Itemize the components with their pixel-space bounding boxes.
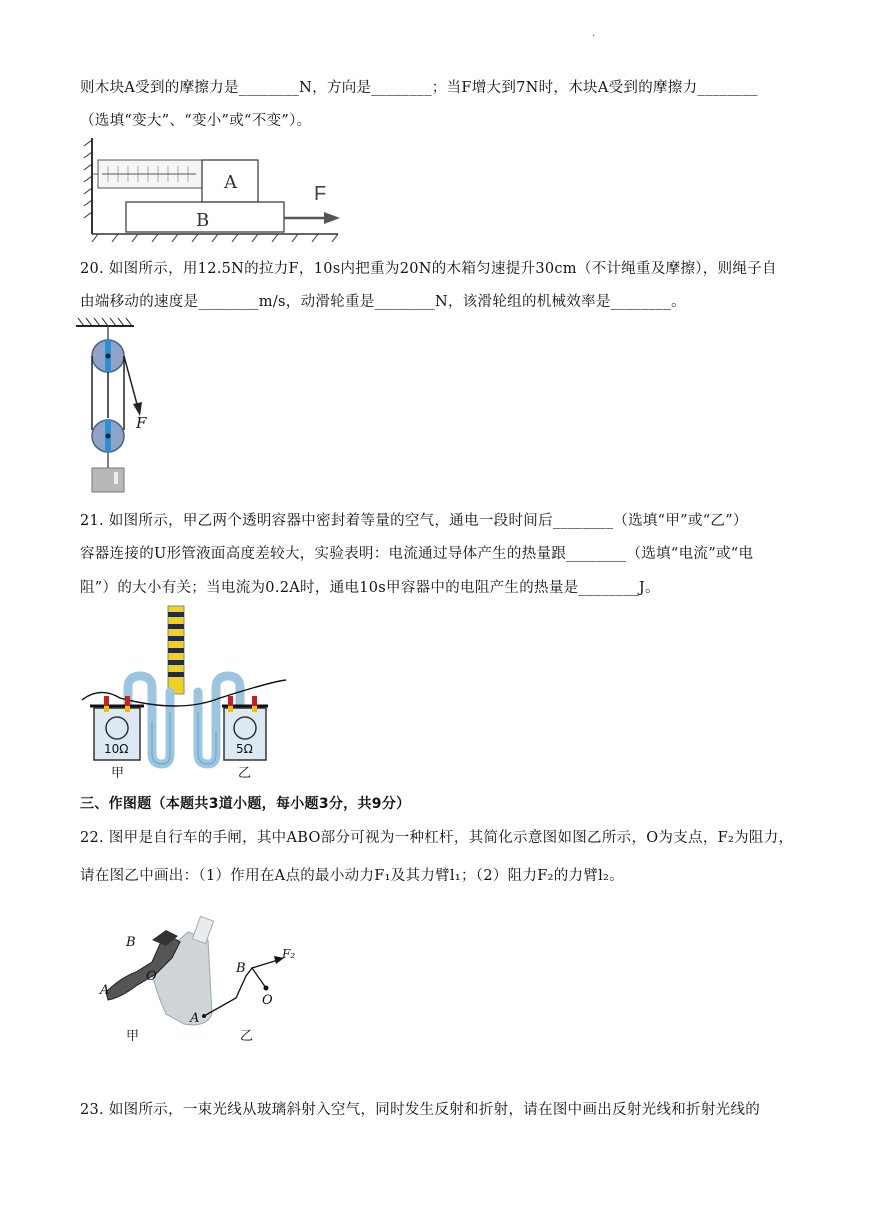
sketch-caption: 乙 bbox=[240, 1029, 254, 1044]
q20-line-1: 20. 如图所示，用12.5N的拉力F，10s内把重为20N的木箱匀速提升30cm（不计绳重及摩擦），则绳子自 bbox=[80, 261, 777, 277]
pivot-point bbox=[264, 986, 269, 991]
q21-line-3: 阻”）的大小有关；当电流为0.2A时，通电10s甲容器中的电阻产生的热量是________J。 bbox=[80, 580, 660, 596]
q22-line-1: 22. 图甲是自行车的手闸，其中ABO部分可视为一种杠杆，其简化示意图如图乙所示，O为支点，F₂为阻力， bbox=[80, 830, 794, 846]
photo-label-a: A bbox=[100, 983, 110, 998]
lever-sketch bbox=[204, 968, 266, 1016]
force-f2-arrow bbox=[252, 960, 278, 968]
photo-label-b: B bbox=[126, 935, 136, 950]
container-left-name: 甲 bbox=[111, 766, 125, 781]
block-a-label: A bbox=[224, 172, 237, 193]
pull-rope bbox=[124, 356, 138, 408]
q20-figure bbox=[76, 318, 166, 496]
sketch-label-o: O bbox=[262, 993, 273, 1008]
photo-label-o: O bbox=[146, 969, 157, 984]
q23-line-1: 23. 如图所示，一束光线从玻璃斜射入空气，同时发生反射和折射，请在图中画出反射光线和折射光线的 bbox=[80, 1102, 761, 1118]
q20-line-2: 由端移动的速度是________m/s，动滑轮重是________N，该滑轮组的机械效率是________。 bbox=[80, 294, 686, 310]
sketch-label-f2: F₂ bbox=[282, 947, 296, 961]
sketch-label-a: A bbox=[190, 1011, 200, 1026]
q21-line-2: 容器连接的U形管液面高度差较大，实验表明：电流通过导体产生的热量跟________（选填“电流”或“电 bbox=[80, 546, 754, 562]
sketch-label-b: B bbox=[236, 961, 246, 976]
weight-box bbox=[92, 468, 124, 492]
block-b-label: B bbox=[196, 210, 210, 231]
q22-line-2: 请在图乙中画出：（1）作用在A点的最小动力F₁及其力臂l₁；（2）阻力F₂的力臂l₂。 bbox=[80, 868, 624, 884]
q19-line-2: （选填“变大”、“变小”或“不变”）。 bbox=[80, 113, 312, 129]
section-3-title: 三、作图题（本题共3道小题，每小题3分，共9分） bbox=[80, 796, 411, 812]
q19-line-1: 则木块A受到的摩擦力是________N，方向是________；当F增大到7N时，木块A受到的摩擦力________ bbox=[80, 80, 758, 96]
page-dot: . bbox=[592, 28, 596, 39]
resistor-left-label: 10Ω bbox=[104, 742, 129, 756]
photo-caption: 甲 bbox=[126, 1029, 140, 1044]
q19-figure bbox=[84, 138, 344, 244]
force-label: F bbox=[314, 183, 327, 205]
q21-figure bbox=[80, 602, 292, 784]
container-right-name: 乙 bbox=[238, 766, 252, 781]
force-label: F bbox=[136, 414, 147, 432]
q21-line-1: 21. 如图所示，甲乙两个透明容器中密封着等量的空气，通电一段时间后________（选填“甲”或“乙”） bbox=[80, 513, 748, 529]
resistor-right-label: 5Ω bbox=[236, 742, 253, 756]
q22-figure bbox=[96, 918, 306, 1046]
